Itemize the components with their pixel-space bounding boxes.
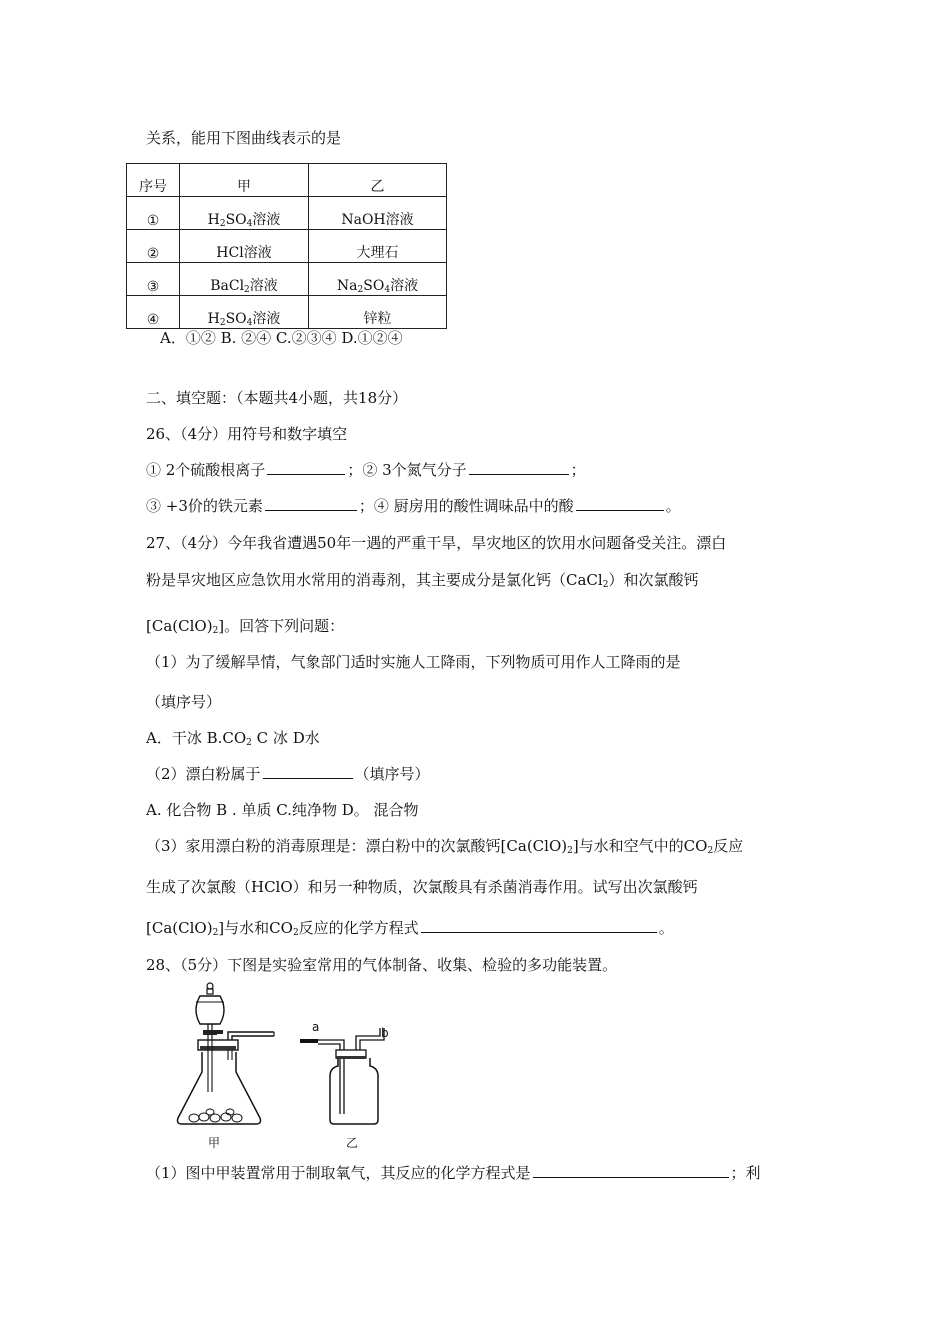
table-cell: ② [127,230,180,263]
q27-line1: 27、（4分）今年我省遭遇50年一遇的严重干旱，旱灾地区的饮用水问题备受关注。漂白 [146,534,727,552]
intro-text: 关系，能用下图曲线表示的是 [146,129,342,147]
q27-sub3: （3）家用漂白粉的消毒原理是：漂白粉中的次氯酸钙$[Ca(ClO)_2]$与水和空气中的$CO_2$反应 [146,837,744,856]
table-cell: 锌粒 [309,296,447,329]
table-cell: 大理石 [309,230,447,263]
answer-blank[interactable] [533,1163,729,1178]
table-cell: ① [127,197,180,230]
table-header-cell: 甲 [180,164,309,197]
tube-b-label: b [381,1026,389,1040]
table-cell: BaCl$_2$溶液 [180,263,309,296]
table-header-cell: 乙 [309,164,447,197]
table-cell: $H_2SO_4$溶液 [180,296,309,329]
table-cell: $Na_2SO_4$溶液 [309,263,447,296]
table-header-cell: 序号 [127,164,180,197]
q26-line2: ③ +3价的铁元素 ；④ 厨房用的酸性调味品中的酸 。 [146,497,681,515]
q27-line2: 粉是旱灾地区应急饮用水常用的消毒剂，其主要成分是氯化钙（CaCl$_2$）和次氯酸钙 [146,571,699,590]
q26-line1: ① 2个硫酸根离子 ；② 3个氮气分子 ； [146,461,586,479]
q27-sub2: （2）漂白粉属于 （填序号） [146,765,430,783]
table-row [127,296,447,329]
question-table [126,163,447,329]
q25-options: A．①② B. ②④ C.②③④ D.①②④ [160,329,403,347]
table-header-row [127,164,447,197]
table-row [127,230,447,263]
q28-title: 28、（5分）下图是实验室常用的气体制备、收集、检验的多功能装置。 [146,956,618,974]
table-cell: $H_2SO_4$溶液 [180,197,309,230]
table-cell: ③ [127,263,180,296]
answer-blank[interactable] [421,918,657,933]
table-cell: HCl溶液 [180,230,309,263]
q27-sub1-options: A．干冰 $B.CO_2$ C 冰 D水 [146,729,320,748]
table-row [127,197,447,230]
q26-title: 26、（4分）用符号和数字填空 [146,425,348,443]
table-cell: ④ [127,296,180,329]
q27-sub1-hint: （填序号） [146,693,222,711]
answer-blank[interactable] [469,460,569,475]
answer-blank[interactable] [265,496,357,511]
apparatus-yi-label: 乙 [346,1136,359,1150]
q27-line3: $[Ca(ClO)_2]$。回答下列问题： [146,617,345,636]
table-cell: NaOH溶液 [309,197,447,230]
section-heading: 二、填空题：（本题共4小题，共18分） [146,389,408,407]
apparatus-jia-label: 甲 [208,1136,221,1150]
q27-sub3-line2: 生成了次氯酸（HClO）和另一种物质，次氯酸具有杀菌消毒作用。试写出次氯酸钙 [146,878,698,896]
q27-sub1: （1）为了缓解旱情，气象部门适时实施人工降雨，下列物质可用作人工降雨的是 [146,653,681,671]
apparatus-jia-figure [170,980,280,1130]
q27-sub2-options: A. 化合物 B . 单质 C.纯净物 D。 混合物 [146,801,419,819]
answer-blank[interactable] [267,460,345,475]
answer-blank[interactable] [263,764,353,779]
q27-sub3-line3: $[Ca(ClO)_2]$与水和$CO_2$反应的化学方程式 。 [146,919,674,938]
table-row [127,263,447,296]
q28-sub1: （1）图中甲装置常用于制取氧气，其反应的化学方程式是 ；利 [146,1164,761,1182]
answer-blank[interactable] [576,496,664,511]
tube-a-label: a [312,1020,320,1034]
